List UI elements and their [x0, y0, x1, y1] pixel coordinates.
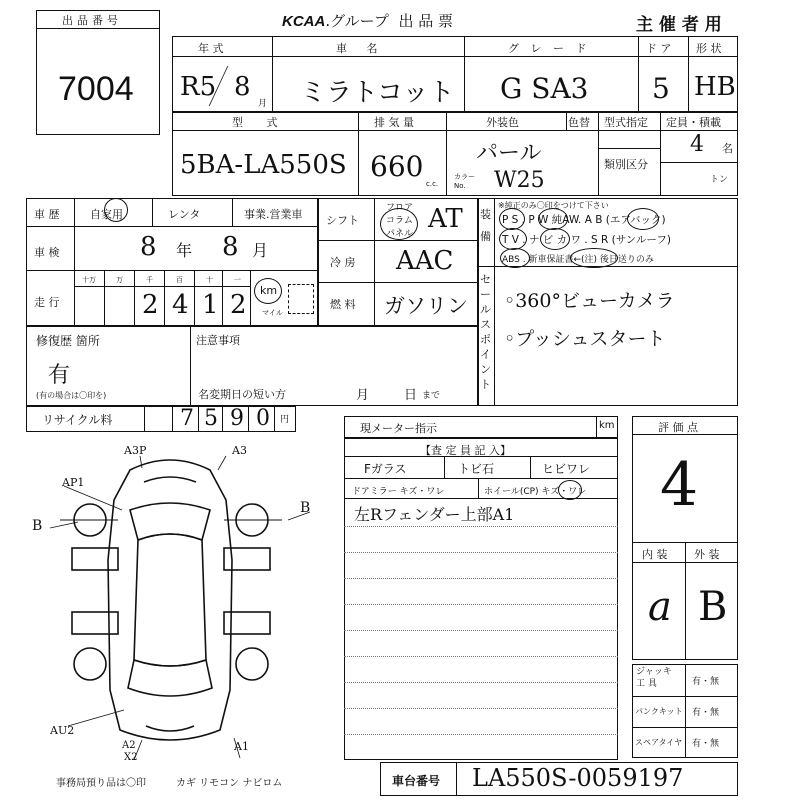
km-unit: km	[260, 284, 278, 297]
interior-label: 内 装	[642, 548, 668, 561]
ac-label: 冷 房	[330, 256, 356, 269]
org-logo: KCAA	[282, 13, 326, 30]
unit-1: 一	[234, 276, 241, 284]
doors: 5	[652, 72, 670, 105]
mileage-digit-1: 2	[142, 290, 159, 320]
mark-x2: X2	[124, 752, 138, 763]
car-body-outline	[108, 460, 232, 740]
score-label: 評 価 点	[658, 421, 698, 434]
history-business: 事業.営業車	[244, 208, 303, 221]
unit-10k: 万	[116, 276, 123, 284]
history-label: 車 歴	[34, 208, 60, 221]
check-chip: トビ石	[458, 462, 495, 476]
year-label: 年 式	[198, 42, 224, 55]
exterior-label: 外 装	[694, 548, 720, 561]
model-label: 型 式	[232, 116, 288, 129]
inspection-month: 8	[222, 232, 239, 262]
mark-b-right: B	[300, 500, 311, 516]
expiry-day: 日	[404, 388, 418, 403]
ac-value: AAC	[396, 246, 454, 276]
fuel-label: 燃 料	[330, 298, 356, 311]
equip-circle-abs	[500, 248, 530, 268]
unit-100: 百	[176, 276, 183, 284]
color: パール	[476, 141, 542, 166]
color-no: W25	[494, 168, 545, 193]
equip-circle-pw	[538, 208, 568, 230]
expiry-month: 月	[356, 388, 370, 403]
car-roof	[134, 534, 206, 666]
sales-point-1: ◦360°ビューカメラ	[504, 290, 675, 312]
equip-circle-ab	[627, 208, 659, 230]
cc-unit: c.c.	[426, 180, 439, 188]
jack-option: 有・無	[692, 677, 720, 687]
mileage-extra-box	[288, 284, 314, 314]
name-label: 車 名	[336, 42, 386, 55]
equip-note: ※純正のみ〇印をつけて下さい	[498, 201, 609, 210]
mark-ap1: AP1	[62, 476, 85, 489]
month-unit: 月	[258, 99, 268, 109]
equip-circle-tv	[499, 228, 527, 250]
recycle-digit-3: 9	[230, 406, 244, 431]
class-label: 類別区分	[604, 158, 648, 171]
puncture-option: 有・無	[692, 708, 720, 718]
color-change-label: 色替	[568, 116, 590, 129]
repair-value: 有	[48, 363, 71, 388]
org-suffix: .グループ	[325, 12, 389, 30]
capacity-label: 定員・積載	[666, 116, 721, 129]
displacement: 660	[370, 150, 424, 183]
model: 5BA-LA550S	[180, 150, 347, 180]
repair-label: 修復歴 箇所	[36, 334, 100, 348]
shift-panel: パネル	[386, 229, 414, 239]
mileage-digit-4: 2	[230, 290, 247, 320]
history-private: 自家用	[90, 208, 123, 221]
inspection-label: 車 検	[34, 246, 60, 259]
sales-point-2: ◦プッシュスタート	[504, 328, 666, 350]
spare-label: スペアタイヤ	[635, 738, 683, 747]
expiry-until: まで	[422, 391, 441, 401]
color-no-label: カラー No.	[454, 173, 475, 190]
ton-unit: トン	[710, 175, 729, 185]
fuel-value: ガソリン	[384, 294, 468, 318]
mile-unit: マイル	[262, 309, 283, 317]
shift-value: AT	[428, 204, 463, 234]
mark-au2: AU2	[50, 724, 75, 737]
equip-line-3: ABS . 新車保証書←(注) 後日送りのみ	[502, 255, 654, 265]
check-crack: ヒビワレ	[542, 462, 591, 476]
inspection-year: 8	[140, 232, 157, 262]
shape: HB	[694, 72, 736, 102]
equip-label: 装備	[480, 208, 491, 243]
lot-number: 7004	[58, 70, 134, 108]
km-circle	[254, 278, 282, 304]
disp-label: 排 気 量	[374, 116, 414, 129]
office-items: カギ リモコン ナビロム	[176, 778, 283, 789]
car-rear-window	[128, 660, 212, 696]
organizer-label: 主 催 者 用	[636, 15, 722, 35]
capacity: 4	[690, 132, 704, 157]
shift-circle	[380, 208, 418, 240]
chassis-label: 車台番号	[392, 774, 441, 788]
mark-a3: A3	[232, 444, 247, 457]
meter-unit: km	[599, 420, 615, 431]
capacity-unit: 名	[722, 142, 733, 155]
puncture-label: パンクキット	[635, 707, 683, 716]
year-era: R5	[180, 72, 217, 102]
repair-note: (有の場合は〇印を)	[36, 391, 107, 400]
meter-label: 現メーター指示	[360, 422, 437, 435]
lot-number-label: 出品番号	[62, 14, 122, 27]
expiry-label: 名変期日の短い方	[198, 388, 286, 401]
mark-a2: A2	[122, 740, 136, 751]
inspection-year-unit: 年	[176, 241, 193, 260]
model-spec-label: 型式指定	[604, 116, 648, 129]
car-windshield	[130, 503, 210, 540]
inspector-title: 【査 定 員 記 入】	[420, 444, 511, 457]
score-value: 4	[660, 450, 699, 520]
car-damage-diagram	[20, 440, 320, 770]
header-title	[282, 10, 453, 31]
check-mirror: ドアミラー キズ・ワレ	[352, 487, 445, 497]
recycle-digit-4: 0	[256, 406, 270, 431]
recycle-unit: 円	[280, 415, 290, 425]
wheel-scratch-circle	[558, 480, 582, 500]
sales-point-label: セールスポイント	[480, 273, 491, 391]
mark-b-left: B	[32, 518, 43, 534]
check-fglass: Fガラス	[364, 462, 407, 476]
car-name: ミラトコット	[300, 78, 455, 108]
door-label: ド ア	[646, 42, 672, 55]
shift-column: コラム	[386, 216, 413, 226]
history-rental: レンタ	[168, 208, 201, 221]
spare-option: 有・無	[692, 739, 720, 749]
notes-label: 注意事項	[196, 334, 240, 347]
shape-label: 形 状	[696, 42, 722, 55]
unit-100k: 十万	[82, 276, 96, 284]
recycle-label: リサイクル料	[42, 413, 113, 427]
color-label: 外装色	[486, 116, 519, 129]
mileage-digit-2: 4	[172, 290, 189, 320]
exterior-grade: B	[698, 584, 728, 630]
equip-circle-ps	[499, 208, 525, 230]
inspector-line-1: 左Rフェンダー上部A1	[354, 505, 515, 524]
interior-grade: a	[648, 584, 672, 630]
equip-circle-warranty	[570, 248, 618, 268]
shift-floor: フロア	[386, 203, 414, 213]
recycle-digit-2: 5	[204, 406, 218, 431]
grade-label: グ レ ー ド	[508, 42, 591, 55]
mark-a1: A1	[234, 740, 249, 753]
unit-1k: 千	[146, 276, 153, 284]
private-circle	[104, 198, 128, 222]
equip-circle-navi	[540, 228, 570, 250]
mileage-digit-3: 1	[202, 290, 219, 320]
grade: G SA3	[500, 72, 589, 105]
chassis-number: LA550S-0059197	[472, 764, 684, 792]
jack-label: ジャッキ 工 具	[636, 667, 672, 689]
mileage-label: 走 行	[34, 296, 60, 309]
unit-10: 十	[206, 276, 213, 284]
mark-a3p: A3P	[124, 444, 147, 457]
equip-line-1: P S . P W 純AW. A B (エアバック)	[502, 214, 666, 226]
inspection-month-unit: 月	[252, 241, 269, 260]
check-wheel: ホイール(CP) キズ・ワレ	[484, 487, 587, 497]
year-month: 8	[234, 72, 251, 102]
office-note: 事務局預り品は〇印	[56, 778, 146, 789]
recycle-digit-1: 7	[180, 406, 194, 431]
doc-title: 出 品 票	[398, 12, 454, 30]
shift-label: シフト	[326, 214, 359, 227]
equip-line-2: T V . ナ ビ カ ワ . S R (サンルーフ)	[502, 234, 671, 246]
